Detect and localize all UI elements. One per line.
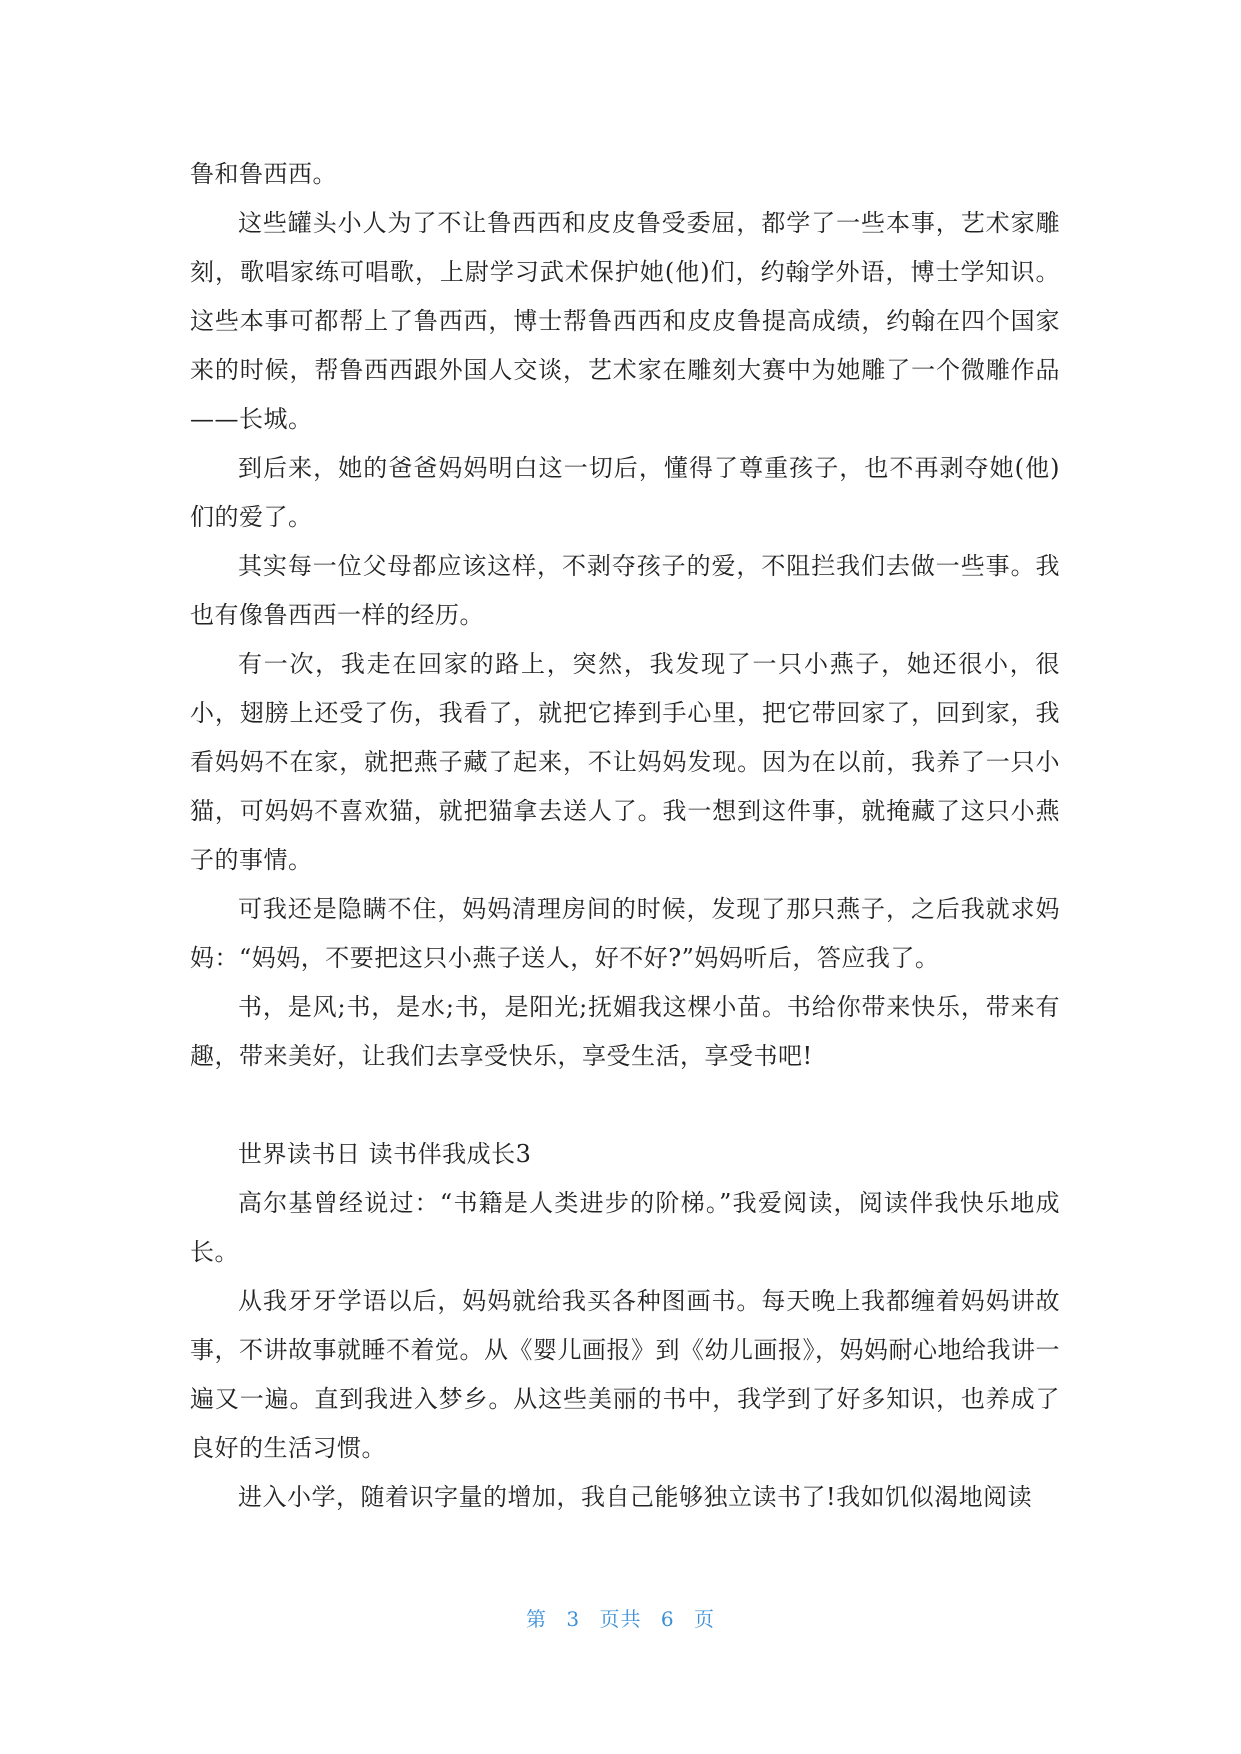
paragraph: 可我还是隐瞒不住，妈妈清理房间的时候，发现了那只燕子，之后我就求妈妈：“妈妈，不要把这只小燕子送人，好不好?”妈妈听后，答应我了。 [190,895,1060,972]
paragraph-continuation: 鲁和鲁西西。 [190,160,337,188]
paragraph: 到后来，她的爸爸妈妈明白这一切后，懂得了尊重孩子，也不再剥夺她(他)们的爱了。 [190,454,1060,531]
paragraph: 有一次，我走在回家的路上，突然，我发现了一只小燕子，她还很小，很小，翅膀上还受了伤，我看了，就把它捧到手心里，把它带回家了，回到家，我看妈妈不在家，就把燕子藏了起来，不让妈妈发现。因为在以前，我养了一只小猫，可妈妈不喜欢猫，就把猫拿去送人了。我一想到这件事，就掩藏了这只小燕子的事情。 [190,650,1060,874]
page-footer [0,1603,1241,1632]
footer-suffix: 页 [693,1607,715,1631]
document-body [190,150,1060,1522]
paragraph: 其实每一位父母都应该这样，不剥夺孩子的爱，不阻拦我们去做一些事。我也有像鲁西西一样的经历。 [190,552,1060,629]
paragraph: 这些罐头小人为了不让鲁西西和皮皮鲁受委屈，都学了一些本事，艺术家雕刻，歌唱家练可唱歌，上尉学习武术保护她(他)们，约翰学外语，博士学知识。这些本事可都帮上了鲁西西，博士帮鲁西西和皮皮鲁提高成绩，约翰在四个国家来的时候，帮鲁西西跟外国人交谈，艺术家在雕刻大赛中为她雕了一个微雕作品——长城。 [190,209,1060,433]
paragraph: 进入小学，随着识字量的增加，我自己能够独立读书了!我如饥似渴地阅读 [238,1483,1033,1511]
footer-prefix: 第 [526,1607,548,1631]
footer-current-page: 3 [566,1607,581,1631]
paragraph: 高尔基曾经说过：“书籍是人类进步的阶梯。”我爱阅读，阅读伴我快乐地成长。 [190,1189,1060,1266]
footer-total-pages: 6 [660,1607,675,1631]
paragraph: 书，是风;书，是水;书，是阳光;抚媚我这棵小苗。书给你带来快乐，带来有趣，带来美好，让我们去享受快乐，享受生活，享受书吧! [190,993,1060,1070]
paragraph: 从我牙牙学语以后，妈妈就给我买各种图画书。每天晚上我都缠着妈妈讲故事，不讲故事就睡不着觉。从《婴儿画报》到《幼儿画报》，妈妈耐心地给我讲一遍又一遍。直到我进入梦乡。从这些美丽的书中，我学到了好多知识，也养成了良好的生活习惯。 [190,1287,1060,1462]
section-heading: 世界读书日 读书伴我成长3 [238,1140,532,1168]
footer-middle: 页共 [599,1607,642,1631]
